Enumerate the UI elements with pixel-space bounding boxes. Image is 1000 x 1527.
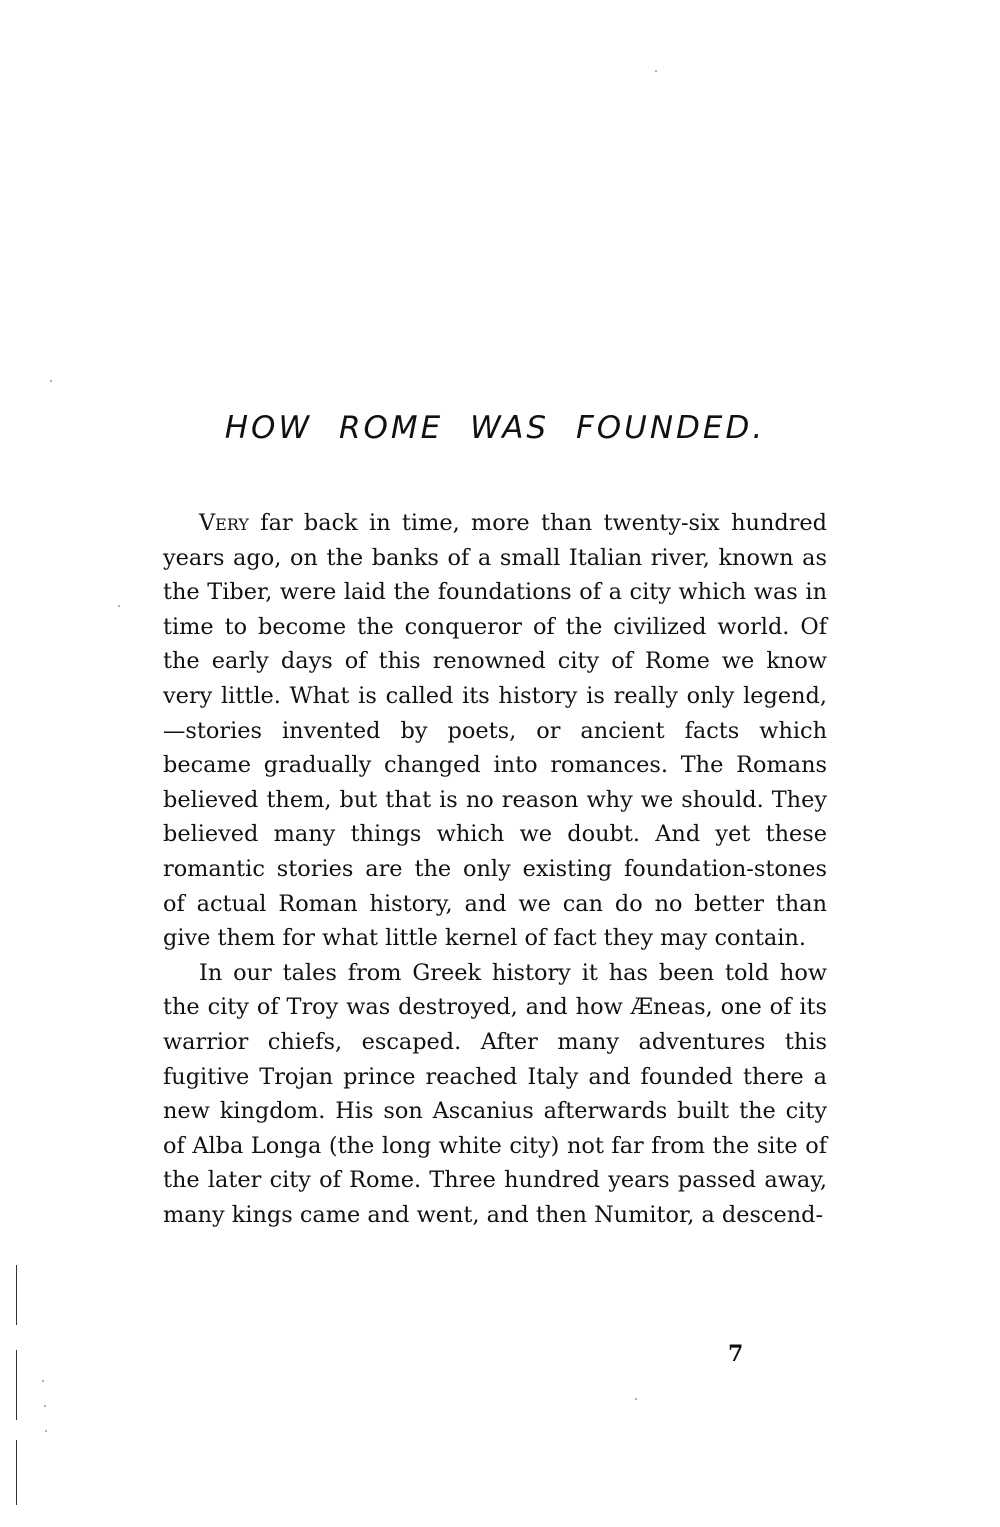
scan-speck xyxy=(50,380,52,382)
scan-speck xyxy=(45,1430,47,1432)
body-text xyxy=(163,506,827,1232)
scan-edge-line xyxy=(16,1440,17,1505)
chapter-title: HOW ROME WAS FOUNDED. xyxy=(224,410,766,446)
paragraph-1-text: far back in time, more than twenty-six hundred years ago, on the banks of a small Italian river, known as the Tiber, were laid the foundations of a city which was in time to become the conqueror of the civilized world. Of the early days of this renowned city of Rome we know very little. What is called its history is really only legend,—stories invented by poets, or ancient facts which became gradually changed into romances. The Romans believed them, but that is no reason why we should. They believed many things which we doubt. And yet these romantic stories are the only existing foundation-stones of actual Roman history, and we can do no better than give them for what little kernel of fact they may contain. xyxy=(163,510,827,952)
page-number: 7 xyxy=(728,1341,744,1367)
scan-speck xyxy=(42,1380,44,1382)
scan-speck xyxy=(44,1405,46,1407)
paragraph-lead-word: Very xyxy=(199,510,249,536)
scan-speck xyxy=(118,605,120,607)
paragraph-1 xyxy=(163,506,827,956)
scan-edge-line xyxy=(16,1265,17,1325)
paragraph-2: In our tales from Greek history it has been told how the city of Troy was destroyed, and how Æneas, one of its warrior chiefs, escaped. After many adventures this fugitive Trojan prince reached Italy and founded there a new kingdom. His son Ascanius afterwards built the city of Alba Longa (the long white city) not far from the site of the later city of Rome. Three hundred years passed away, many kings came and went, and then Numitor, a descend- xyxy=(163,959,827,1228)
scan-speck xyxy=(655,70,657,72)
scan-speck xyxy=(635,1398,637,1400)
scan-edge-line xyxy=(16,1350,17,1420)
